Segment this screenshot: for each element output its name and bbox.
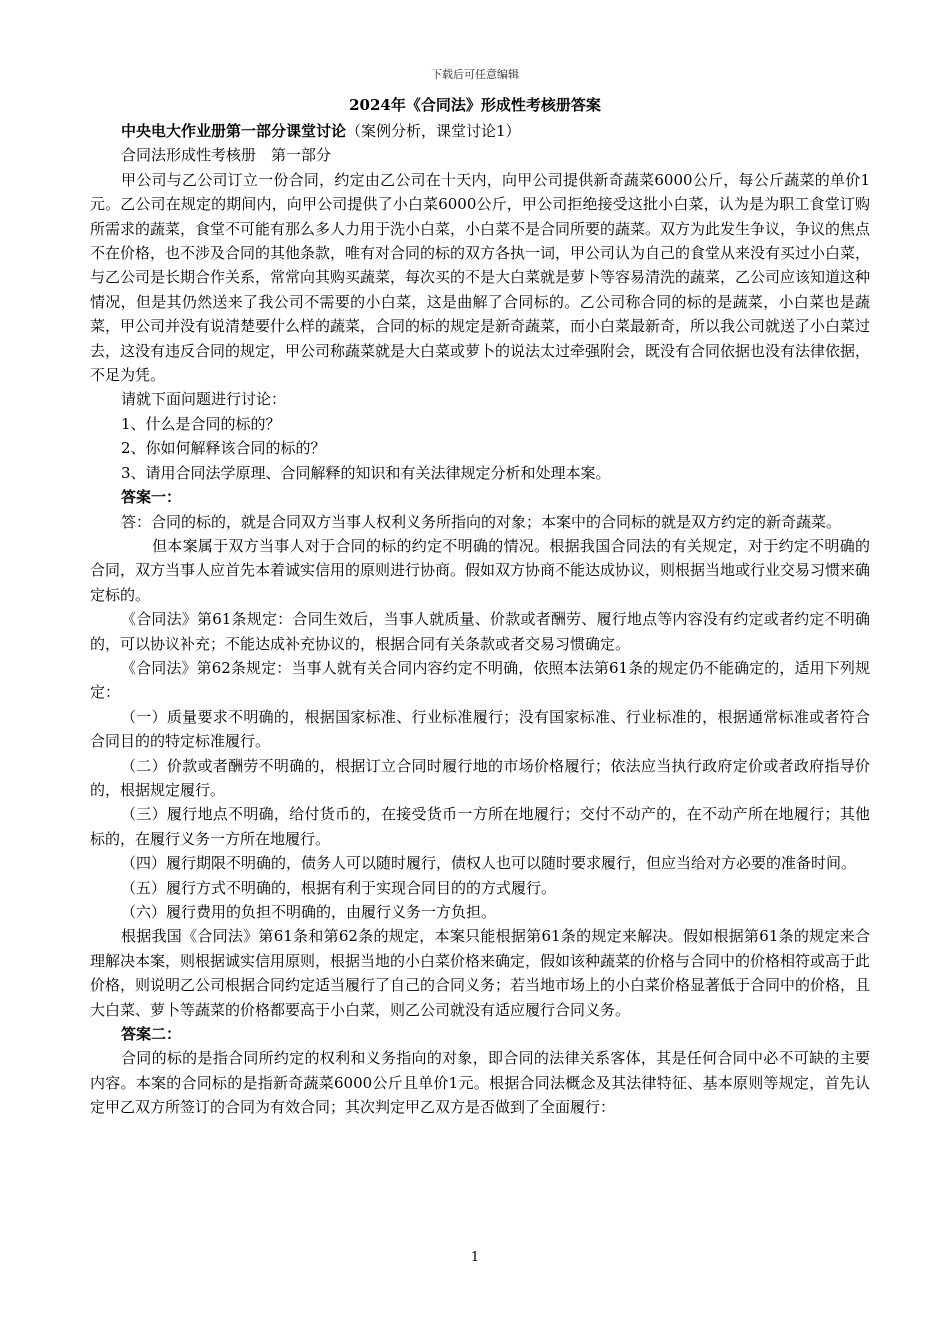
- answer1-item-5: （五）履行方式不明确的，根据有利于实现合同目的的方式履行。: [121, 878, 557, 897]
- answer2-heading: 答案二：: [121, 1025, 182, 1044]
- answer1-item-1: （一）质量要求不明确的，根据国家标准、行业标准履行；没有国家标准、行业标准的，根据通常标准或者符合合同目的的特定标准履行。: [90, 707, 870, 751]
- answer1-paragraph-1: 答：合同的标的，就是合同双方当事人权利义务所指向的对象；本案中的合同标的就是双方约定的新奇蔬菜。: [121, 512, 842, 531]
- document-title: 2024年《合同法》形成性考核册答案: [349, 96, 601, 114]
- page-number: 1: [470, 1250, 480, 1265]
- case-paragraph: 甲公司与乙公司订立一份合同，约定由乙公司在十天内，向甲公司提供新奇蔬菜6000公斤，每公斤蔬菜的单价1元。乙公司在规定的期间内，向甲公司提供了小白菜6000公斤，甲公司拒绝接受这批小白菜，认为是为职工食堂订购所需求的蔬菜，食堂不可能有那么多人力用于洗小白菜，小白菜不是合同所要的蔬菜。双方为此发生争议，争议的焦点不在价格，也不涉及合同的其他条款，唯有对合同的标的双方各执一词，甲公司认为自己的食堂从来没有买过小白菜，与乙公司是长期合作关系，常常向其购买蔬菜，每次买的不是大白菜就是萝卜等容易清洗的蔬菜，乙公司应该知道这种情况，但是其仍然送来了我公司不需要的小白菜，这是曲解了合同标的。乙公司称合同的标的是蔬菜，小白菜也是蔬菜，甲公司并没有说清楚要什么样的蔬菜，合同的标的规定是新奇蔬菜，而小白菜最新奇，所以我公司就送了小白菜过去，这没有违反合同的规定，甲公司称蔬菜就是大白菜或萝卜的说法太过牵强附会，既没有合同依据也没有法律依据，不足为凭。: [90, 170, 871, 385]
- question-3: 3、请用合同法学原理、合同解释的知识和有关法律规定分析和处理本案。: [121, 463, 611, 482]
- question-1: 1、什么是合同的标的？: [121, 414, 281, 433]
- document-body: [90, 119, 870, 1120]
- subheading: 合同法形成性考核册 第一部分: [121, 146, 332, 165]
- answer1-article-62: 《合同法》第62条规定：当事人就有关合同内容约定不明确，依照本法第61条的规定仍不能确定的，适用下列规定：: [90, 658, 870, 702]
- answer1-paragraph-2: 但本案属于双方当事人对于合同的标的约定不明确的情况。根据我国合同法的有关规定，对于约定不明确的合同，双方当事人应首先本着诚实信用的原则进行协商。假如双方协商不能达成协议，则根据当地或行业交易习惯来确定标的。: [90, 536, 871, 604]
- answer1-heading: 答案一：: [121, 488, 182, 507]
- answer1-item-6: （六）履行费用的负担不明确的，由履行义务一方负担。: [121, 903, 497, 921]
- section-heading: [90, 119, 870, 143]
- discussion-intro: 请就下面问题进行讨论：: [121, 390, 287, 409]
- page-header: 下载后可任意编辑: [431, 68, 519, 81]
- question-2: 2、你如何解释该合同的标的？: [121, 439, 326, 458]
- answer1-item-3: （三）履行地点不明确，给付货币的，在接受货币一方所在地履行；交付不动产的，在不动产所在地履行；其他标的，在履行义务一方所在地履行。: [90, 805, 870, 848]
- answer1-conclusion: 根据我国《合同法》第61条和第62条的规定，本案只能根据第61条的规定来解决。假如根据第61条的规定来合理解决本案，则根据诚实信用原则，根据当地的小白菜价格来确定，假如该种蔬菜的价格与合同中的价格相符或高于此价格，则说明乙公司根据合同约定适当履行了自己的合同义务；若当地市场上的小白菜价格显著低于合同中的价格，且大白菜、萝卜等蔬菜的价格都要高于小白菜，则乙公司就没有适应履行合同义务。: [90, 927, 871, 1019]
- section-heading-rest: （案例分析，课堂讨论1）: [346, 122, 521, 140]
- section-heading-bold: 中央电大作业册第一部分课堂讨论: [121, 122, 347, 140]
- answer1-item-2: （二）价款或者酬劳不明确的，根据订立合同时履行地的市场价格履行；依法应当执行政府定价或者政府指导价的，根据规定履行。: [90, 756, 870, 799]
- answer2-paragraph-1: 合同的标的是指合同所约定的权利和义务指向的对象，即合同的法律关系客体，其是任何合同中必不可缺的主要内容。本案的合同标的是指新奇蔬菜6000公斤且单价1元。根据合同法概念及其法律特征、基本原则等规定，首先认定甲乙双方所签订的合同为有效合同；其次判定甲乙双方是否做到了全面履行：: [90, 1049, 870, 1117]
- answer1-item-4: （四）履行期限不明确的，债务人可以随时履行，债权人也可以随时要求履行，但应当给对方必要的准备时间。: [121, 854, 857, 873]
- answer1-article-61: 《合同法》第61条规定：合同生效后，当事人就质量、价款或者酬劳、履行地点等内容没有约定或者约定不明确的，可以协议补充；不能达成补充协议的，根据合同有关条款或者交易习惯确定。: [90, 610, 870, 653]
